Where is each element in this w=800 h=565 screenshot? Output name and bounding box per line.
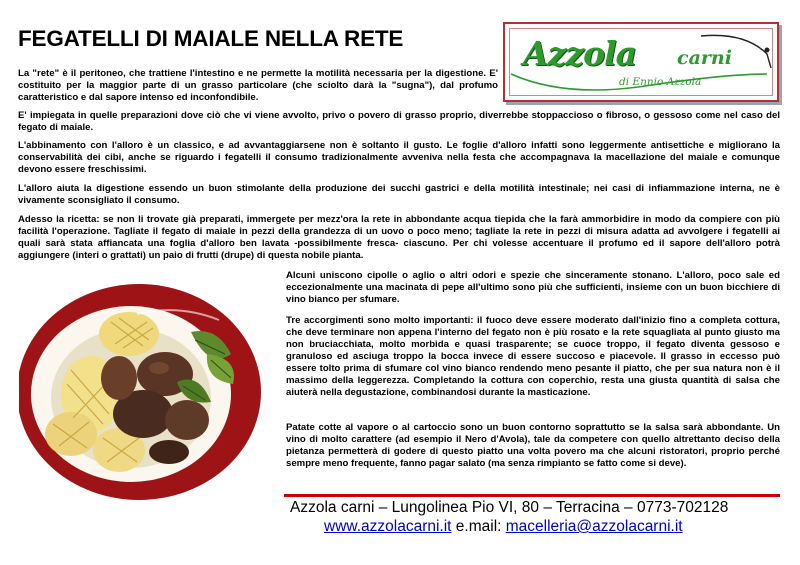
footer-address: Azzola carni – Lungolinea Pio VI, 80 – Terracina – 0773-702128 (290, 499, 729, 516)
paragraph-digestione: L'alloro aiuta la digestione essendo un buon stimolante della produzione dei succhi gastrici e della motilità intestinale; nei casi di infiammazione interna, ne è vivamente sconsigliato il consumo. (18, 183, 780, 206)
page-title: FEGATELLI DI MAIALE NELLA RETE (18, 26, 404, 51)
dish-photo (19, 274, 272, 500)
footer-divider (284, 494, 780, 497)
paragraph-varianti: Alcuni uniscono cipolle o aglio o altri odori e spezie che sinceramente stonano. L'alloro, poco sale ed eccezionalmente una macinata di pepe all'ultimo sono più che sufficienti, insieme con un buon bicchiere di vino bianco per sfumare. (286, 270, 780, 305)
logo-brand: Azzola (523, 34, 637, 73)
paragraph-impiego: E' impiegata in quelle preparazioni dove ciò che vi viene avvolto, privo o povero di grasso proprio, diverrebbe stoppaccioso o fibroso, o gessoso come nel caso del fegato di maiale. (18, 110, 780, 133)
email-link[interactable]: macelleria@azzolacarni.it (505, 518, 683, 535)
paragraph-accorgimenti: Tre accorgimenti sono molto importanti: il fuoco deve essere moderato dall'inizio fino a completa cottura, che deve terminare non appena l'interno del fegato non è più rosato e la rete squagliata al punto giusto ma non bruciacchiata, molto morbida e quasi trasparente; se cuoce troppo, il fegato diventa gessoso e granuloso ed asciuga troppo la bocca invece di essere succoso e piacevole. Il grasso in eccesso può essere tolto prima di sfumare col vino bianco rendendo meno pesante il piatto, che per sua natura non è il massimo della leggerezza. Completando la cottura con coperchio, resta una giusta quantità di salsa che aiuterà nella degustazione, combinandosi durante la masticazione. (286, 315, 780, 398)
logo (503, 22, 779, 102)
paragraph-ricetta: Adesso la ricetta: se non li trovate già preparati, immergete per mezz'ora la rete in abbondante acqua tiepida che la farà ammorbidire in modo da compiere con più facilità l'operazione. Tagliate il fegato di maiale in pezzi della grandezza di un uovo o poco meno; tagliate la rete in pezzi di misura adatta ad avvolgere i fegatelli ai quali sarà stata affiancata una foglia d'alloro ben lavata -possibilmente fresca- ciascuno. Per chi volesse accentuare il profumo ed il sapore dell'alloro potrà aggiungere (interi o grattati) un paio di frutti (drupe) di questa nobile pianta. (18, 214, 780, 261)
paragraph-rete: La "rete" è il peritoneo, che trattiene l'intestino e ne permette la motilità necessaria per la digestione. E' costituito per la maggior parte di un grasso particolare (che sciolto darà la "sugna"), dal profumo caratteristico e dal sapore intenso ed inconfondibile. (18, 68, 498, 103)
email-label: e.mail: (451, 518, 506, 535)
paragraph-contorno: Patate cotte al vapore o al cartoccio sono un buon contorno soprattutto se la salsa sarà abbondante. Un vino di molto carattere (ad esempio il Nero d'Avola), tale da competere con quello altrettanto deciso della pietanza permetterà di godere di questo piatto una volta povero ma che alcuni ristoratori, proprio perché sempre meno frequente, fanno pagar salato (ma senza rimpianto se fatto come si deve). (286, 422, 780, 469)
logo-owner: di Ennio Azzola (619, 76, 702, 88)
logo-sub: carni (677, 47, 732, 69)
footer-links (324, 518, 683, 536)
paragraph-alloro: L'abbinamento con l'alloro è un classico, e ad avvantaggiarsene non è soltanto il gusto. Le foglie d'alloro infatti sono leggermente antisettiche e migliorano la conservabilità dei cibi, anche se riguardo i fegatelli il consumo tradizionalmente avveniva nella festa che accompagnava la macellazione del maiale e comunque devono essere freschissimi. (18, 140, 780, 175)
website-link[interactable]: www.azzolacarni.it (324, 518, 452, 535)
